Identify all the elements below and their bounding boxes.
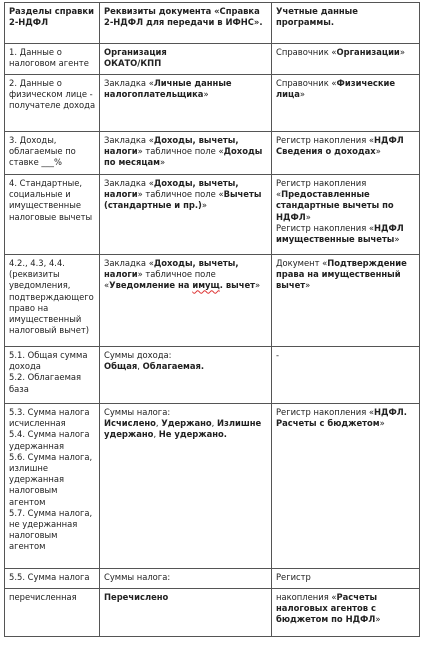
cell-program: Документ «Подтверждение права на имущественный вычет» bbox=[272, 255, 420, 347]
table-row bbox=[5, 175, 420, 255]
cell-requisites: Суммы дохода: Общая, Облагаемая. bbox=[100, 347, 272, 404]
table-row bbox=[5, 347, 420, 404]
cell-section: 4. Стандартные, социальные и имущественные налоговые вычеты bbox=[5, 175, 100, 255]
cell-program: Регистр накопления «Предоставленные стандартные вычеты по НДФЛ» Регистр накопления «НДФЛ имущественные вычеты» bbox=[272, 175, 420, 255]
cell-program: накопления «Расчеты налоговых агентов с бюджетом по НДФЛ» bbox=[272, 589, 420, 637]
table-header-row bbox=[5, 3, 420, 44]
cell-section: 5.3. Сумма налога исчисленная 5.4. Сумма налога удержанная 5.6. Сумма налога, излишне удержанная налоговым агентом 5.7. Сумма налога, не удержанная налоговым агентом bbox=[5, 404, 100, 569]
cell-program: Регистр накопления «НДФЛ Сведения о доходах» bbox=[272, 132, 420, 175]
table-row bbox=[5, 75, 420, 132]
cell-section: 1. Данные о налоговом агенте bbox=[5, 44, 100, 75]
cell-requisites: Перечислено bbox=[100, 589, 272, 637]
cell-program: Регистр накопления «НДФЛ. Расчеты с бюджетом» bbox=[272, 404, 420, 569]
table-row bbox=[5, 589, 420, 637]
table-row bbox=[5, 404, 420, 569]
cell-requisites: Закладка «Доходы, вычеты, налоги» табличное поле «Уведомление на имущ. вычет» bbox=[100, 255, 272, 347]
cell-requisites: Закладка «Личные данные налогоплательщика» bbox=[100, 75, 272, 132]
cell-program: Справочник «Физические лица» bbox=[272, 75, 420, 132]
table-row bbox=[5, 569, 420, 589]
header-program-data: Учетные данные программы. bbox=[272, 3, 420, 44]
cell-requisites: Суммы налога: Исчислено, Удержано, Излишне удержано, Не удержано. bbox=[100, 404, 272, 569]
cell-section: 5.1. Общая сумма дохода 5.2. Облагаемая база bbox=[5, 347, 100, 404]
header-document-requisites: Реквизиты документа «Справка 2-НДФЛ для передачи в ИФНС». bbox=[100, 3, 272, 44]
cell-program: - bbox=[272, 347, 420, 404]
cell-program: Справочник «Организации» bbox=[272, 44, 420, 75]
cell-section: 5.5. Сумма налога bbox=[5, 569, 100, 589]
ndfl-mapping-table bbox=[4, 2, 420, 637]
cell-requisites: Закладка «Доходы, вычеты, налоги» табличное поле «Вычеты (стандартные и пр.)» bbox=[100, 175, 272, 255]
cell-requisites: Организация ОКАТО/КПП bbox=[100, 44, 272, 75]
cell-requisites: Суммы налога: bbox=[100, 569, 272, 589]
cell-section: 3. Доходы, облагаемые по ставке ___% bbox=[5, 132, 100, 175]
table-row bbox=[5, 44, 420, 75]
cell-section: 4.2., 4.3, 4.4. (реквизиты уведомления, подтверждающего право на имущественный налоговый вычет) bbox=[5, 255, 100, 347]
table-row bbox=[5, 255, 420, 347]
header-sections: Разделы справки 2-НДФЛ bbox=[5, 3, 100, 44]
cell-program: Регистр bbox=[272, 569, 420, 589]
cell-section: 2. Данные о физическом лице - получателе дохода bbox=[5, 75, 100, 132]
cell-section: перечисленная bbox=[5, 589, 100, 637]
cell-requisites: Закладка «Доходы, вычеты, налоги» табличное поле «Доходы по месяцам» bbox=[100, 132, 272, 175]
table-row bbox=[5, 132, 420, 175]
